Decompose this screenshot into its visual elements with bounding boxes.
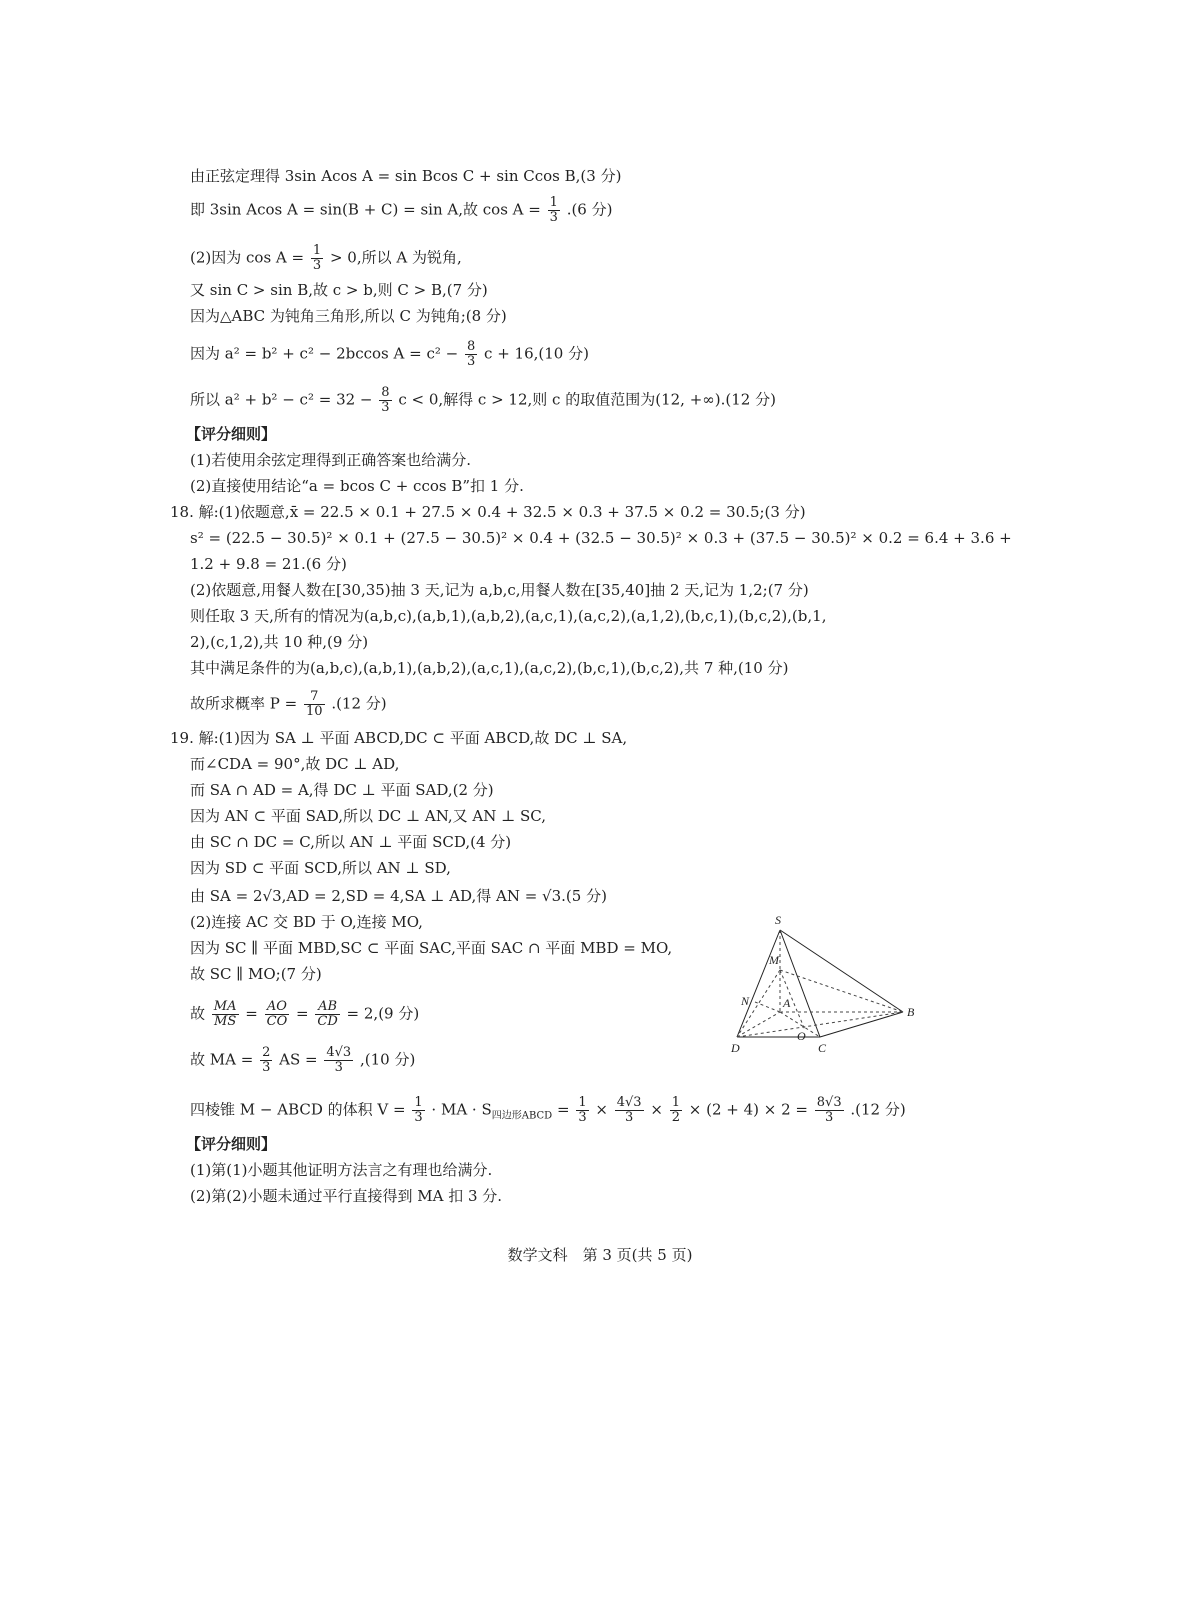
text-line bbox=[190, 690, 387, 719]
fraction bbox=[670, 1096, 682, 1125]
fraction-den: 3 bbox=[262, 1060, 271, 1075]
text-line: 因为 SD ⊂ 平面 SCD,所以 AN ⊥ SD, bbox=[190, 859, 451, 877]
edge-sd bbox=[737, 930, 780, 1037]
fraction-num: 2 bbox=[262, 1045, 271, 1060]
text-segment: 所以 a² + b² − c² = 32 − bbox=[190, 390, 373, 409]
edge-db bbox=[737, 1012, 903, 1037]
subscript: 四边形ABCD bbox=[491, 1110, 553, 1122]
text-segment: = bbox=[296, 1004, 309, 1023]
text-line bbox=[190, 244, 462, 273]
fraction-den: 10 bbox=[305, 704, 323, 719]
question-19-line: 19. 解:(1)因为 SA ⊥ 平面 ABCD,DC ⊂ 平面 ABCD,故 DC ⊥ SA, bbox=[170, 729, 628, 747]
fraction-den: 3 bbox=[578, 1110, 587, 1125]
text-line: 又 sin C > sin B,故 c > b,则 C > B,(7 分) bbox=[190, 281, 488, 299]
label-d: D bbox=[731, 1041, 740, 1055]
fraction bbox=[379, 386, 391, 415]
page-footer: 数学文科 第 3 页(共 5 页) bbox=[507, 1246, 693, 1264]
edge-an bbox=[755, 1002, 780, 1012]
fraction-num: AO bbox=[265, 1000, 290, 1015]
text-line: 因为 SC ∥ 平面 MBD,SC ⊂ 平面 SAC,平面 SAC ∩ 平面 MBD = MO, bbox=[190, 939, 673, 957]
text-segment: × (2 + 4) × 2 = bbox=[688, 1100, 808, 1119]
fraction-den: 3 bbox=[334, 1060, 343, 1075]
fraction-num: 8√3 bbox=[816, 1095, 842, 1110]
text-segment: 故 bbox=[190, 1004, 206, 1023]
text-line: 由 SC ∩ DC = C,所以 AN ⊥ 平面 SCD,(4 分) bbox=[190, 833, 512, 851]
label-a: A bbox=[783, 996, 791, 1010]
edge-cb bbox=[820, 1012, 903, 1037]
text-line: 因为 AN ⊂ 平面 SAD,所以 DC ⊥ AN,又 AN ⊥ SC, bbox=[190, 807, 547, 825]
fraction bbox=[311, 244, 323, 273]
fraction-num: 7 bbox=[304, 690, 325, 705]
fraction-den: CO bbox=[266, 1014, 288, 1029]
text-segment: c < 0,解得 c > 12,则 c 的取值范围为(12, +∞).(12 分) bbox=[398, 390, 776, 409]
text-line: (2)依题意,用餐人数在[30,35)抽 3 天,记为 a,b,c,用餐人数在[35,40]抽 2 天,记为 1,2;(7 分) bbox=[190, 581, 809, 599]
fraction-den: 2 bbox=[671, 1110, 680, 1125]
fraction-den: MS bbox=[214, 1014, 237, 1029]
text-line: 1.2 + 9.8 = 21.(6 分) bbox=[190, 555, 347, 573]
fraction-den: 3 bbox=[466, 354, 476, 369]
fraction bbox=[412, 1096, 424, 1125]
fraction bbox=[465, 340, 477, 369]
fraction-num: AB bbox=[315, 1000, 339, 1015]
fraction bbox=[324, 1046, 353, 1075]
label-s: S bbox=[775, 913, 781, 927]
text-line bbox=[190, 340, 589, 369]
text-line: 故 SC ∥ MO;(7 分) bbox=[190, 965, 322, 983]
text-line bbox=[190, 1046, 415, 1075]
text-segment: AS = bbox=[279, 1050, 318, 1069]
label-n: N bbox=[741, 994, 750, 1008]
label-m: M bbox=[769, 953, 779, 967]
text-segment: = 2,(9 分) bbox=[346, 1004, 420, 1023]
text-segment: = bbox=[245, 1004, 258, 1023]
text-line: (2)第(2)小题未通过平行直接得到 MA 扣 3 分. bbox=[190, 1187, 503, 1205]
text-line: 而∠CDA = 90°,故 DC ⊥ AD, bbox=[190, 755, 400, 773]
fraction-num: 4√3 bbox=[616, 1095, 642, 1110]
fraction-den: 3 bbox=[625, 1110, 634, 1125]
fraction-num: 1 bbox=[312, 243, 322, 258]
text-line: 而 SA ∩ AD = A,得 DC ⊥ 平面 SAD,(2 分) bbox=[190, 781, 494, 799]
fraction bbox=[576, 1096, 588, 1125]
text-segment: 故 MA = bbox=[190, 1050, 254, 1069]
fraction-num: 1 bbox=[578, 1095, 587, 1110]
text-segment: .(6 分) bbox=[566, 200, 613, 219]
pyramid-figure bbox=[725, 912, 925, 1062]
text-line bbox=[190, 196, 612, 225]
edge-da bbox=[737, 1012, 780, 1037]
text-segment: 四棱锥 M − ABCD 的体积 V = bbox=[190, 1100, 406, 1119]
fraction bbox=[212, 1000, 239, 1029]
text-line: 其中满足条件的为(a,b,c),(a,b,1),(a,b,2),(a,c,1),(a,c,2),(b,c,1),(b,c,2),共 7 种,(10 分) bbox=[190, 659, 789, 677]
text-segment: ,(10 分) bbox=[359, 1050, 416, 1069]
text-segment: = bbox=[556, 1100, 570, 1119]
text-segment: 故所求概率 P = bbox=[190, 694, 298, 713]
fraction-num: 4√3 bbox=[326, 1045, 352, 1060]
section-heading: 【评分细则】 bbox=[186, 1135, 277, 1153]
fraction-num: 1 bbox=[414, 1095, 423, 1110]
fraction-den: 3 bbox=[549, 210, 558, 225]
fraction-den: 3 bbox=[414, 1110, 423, 1125]
text-line bbox=[190, 386, 776, 415]
text-line: (2)直接使用结论“a = bcos C + ccos B”扣 1 分. bbox=[190, 477, 524, 495]
text-line: 则任取 3 天,所有的情况为(a,b,c),(a,b,1),(a,b,2),(a,c,1),(a,c,2),(a,1,2),(b,c,1),(b,c,2),(b,1, bbox=[190, 607, 827, 625]
question-18-line: 18. 解:(1)依题意,x̄ = 22.5 × 0.1 + 27.5 × 0.4 + 32.5 × 0.3 + 37.5 × 0.2 = 30.5;(3 分) bbox=[170, 503, 806, 521]
fraction bbox=[260, 1046, 272, 1075]
text-line: 2),(c,1,2),共 10 种,(9 分) bbox=[190, 633, 369, 651]
edge-sb bbox=[780, 930, 903, 1012]
text-segment: · MA · S bbox=[431, 1100, 492, 1119]
fraction bbox=[548, 196, 560, 225]
label-c: C bbox=[818, 1041, 827, 1055]
edge-mb bbox=[780, 970, 903, 1012]
fraction-num: 1 bbox=[671, 1095, 680, 1110]
fraction-den: 3 bbox=[825, 1110, 834, 1125]
text-line: (1)第(1)小题其他证明方法言之有理也给满分. bbox=[190, 1161, 493, 1179]
text-line: 由 SA = 2√3,AD = 2,SD = 4,SA ⊥ AD,得 AN = √3.(5 分) bbox=[190, 887, 607, 905]
fraction bbox=[315, 1000, 339, 1029]
text-segment: > 0,所以 A 为锐角, bbox=[329, 248, 462, 267]
text-segment: .(12 分) bbox=[331, 694, 387, 713]
text-segment: (2)因为 cos A = bbox=[190, 248, 305, 267]
text-segment: × bbox=[595, 1100, 608, 1119]
text-line: 由正弦定理得 3sin Acos A = sin Bcos C + sin Ccos B,(3 分) bbox=[190, 167, 622, 185]
text-segment: 因为 a² = b² + c² − 2bccos A = c² − bbox=[190, 344, 459, 363]
text-segment: c + 16,(10 分) bbox=[484, 344, 589, 363]
section-heading: 【评分细则】 bbox=[186, 425, 277, 443]
fraction-den: 3 bbox=[381, 400, 390, 415]
fraction bbox=[265, 1000, 290, 1029]
text-line: (1)若使用余弦定理得到正确答案也给满分. bbox=[190, 451, 472, 469]
fraction bbox=[304, 690, 325, 719]
fraction-num: 8 bbox=[466, 339, 476, 354]
fraction-den: CD bbox=[317, 1014, 338, 1029]
fraction bbox=[615, 1096, 644, 1125]
fraction bbox=[815, 1096, 844, 1125]
text-line bbox=[190, 1000, 419, 1029]
fraction-num: 8 bbox=[381, 385, 390, 400]
text-segment: × bbox=[650, 1100, 663, 1119]
fraction-num: MA bbox=[213, 999, 237, 1014]
fraction-num: 1 bbox=[549, 195, 558, 210]
fraction-den: 3 bbox=[312, 258, 322, 273]
text-line: 因为△ABC 为钝角三角形,所以 C 为钝角;(8 分) bbox=[190, 307, 507, 325]
label-b: B bbox=[907, 1005, 915, 1019]
text-segment: 即 3sin Acos A = sin(B + C) = sin A,故 cos A = bbox=[190, 200, 541, 219]
text-line: (2)连接 AC 交 BD 于 O,连接 MO, bbox=[190, 913, 423, 931]
label-o: O bbox=[797, 1029, 806, 1043]
text-segment: .(12 分) bbox=[850, 1100, 906, 1119]
text-line: s² = (22.5 − 30.5)² × 0.1 + (27.5 − 30.5)² × 0.4 + (32.5 − 30.5)² × 0.3 + (37.5 − 30.5)² × 0.2 = 6.4 + 3.6 + bbox=[190, 529, 1012, 547]
text-line bbox=[190, 1096, 906, 1127]
